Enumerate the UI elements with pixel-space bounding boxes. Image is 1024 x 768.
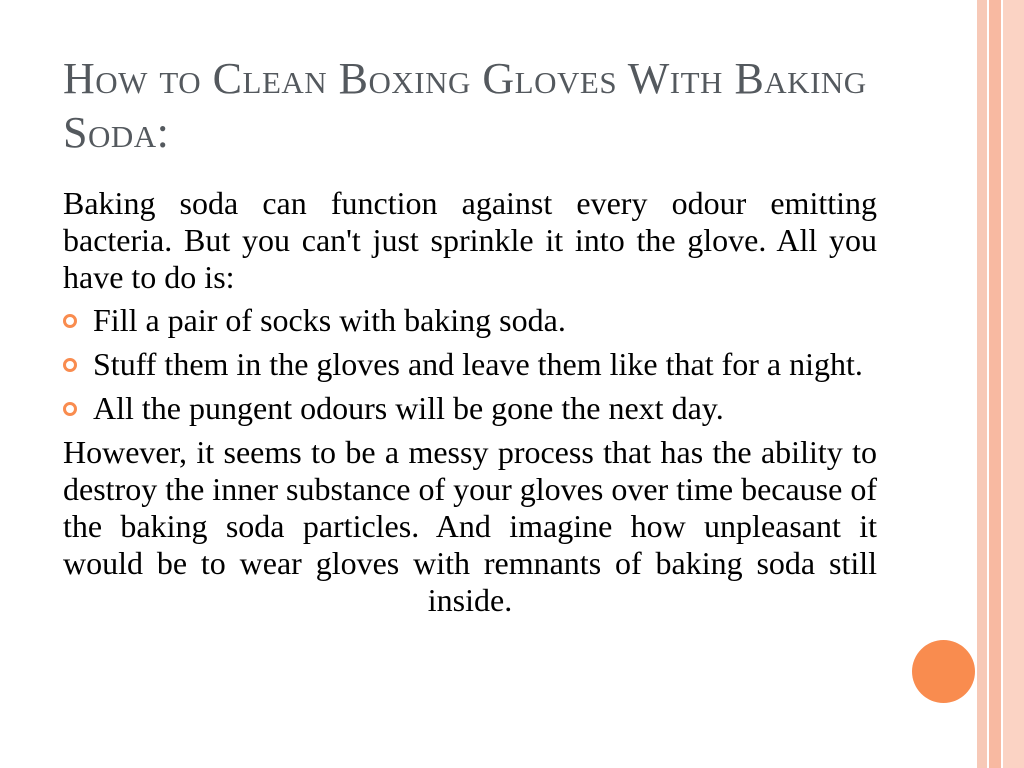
hollow-circle-bullet-icon: [63, 314, 77, 328]
hollow-circle-bullet-icon: [63, 402, 77, 416]
side-stripe: [1003, 0, 1024, 768]
bullet-text: All the pungent odours will be gone the next day.: [93, 390, 724, 426]
side-stripe: [977, 0, 987, 768]
hollow-circle-bullet-icon: [63, 358, 77, 372]
bullet-item: [63, 390, 877, 427]
bullet-item: [63, 302, 877, 339]
slide-body: [63, 185, 877, 619]
bullet-text: Fill a pair of socks with baking soda.: [93, 302, 566, 338]
side-stripe: [989, 0, 1001, 768]
bullet-list: [63, 302, 877, 427]
bullet-item: [63, 346, 877, 383]
closing-paragraph: However, it seems to be a messy process that has the ability to destroy the inner substance of your gloves over time because of the baking soda particles. And imagine how unpleasant it would be to wear gloves with remnants of baking soda still inside.: [63, 434, 877, 618]
intro-paragraph: Baking soda can function against every odour emitting bacteria. But you can't just sprinkle it into the glove. All you have to do is:: [63, 185, 877, 295]
orange-circle-decoration: [912, 640, 975, 703]
slide-title: How to Clean Boxing Gloves With Baking Soda:: [63, 54, 867, 157]
bullet-text: Stuff them in the gloves and leave them like that for a night.: [93, 346, 863, 382]
